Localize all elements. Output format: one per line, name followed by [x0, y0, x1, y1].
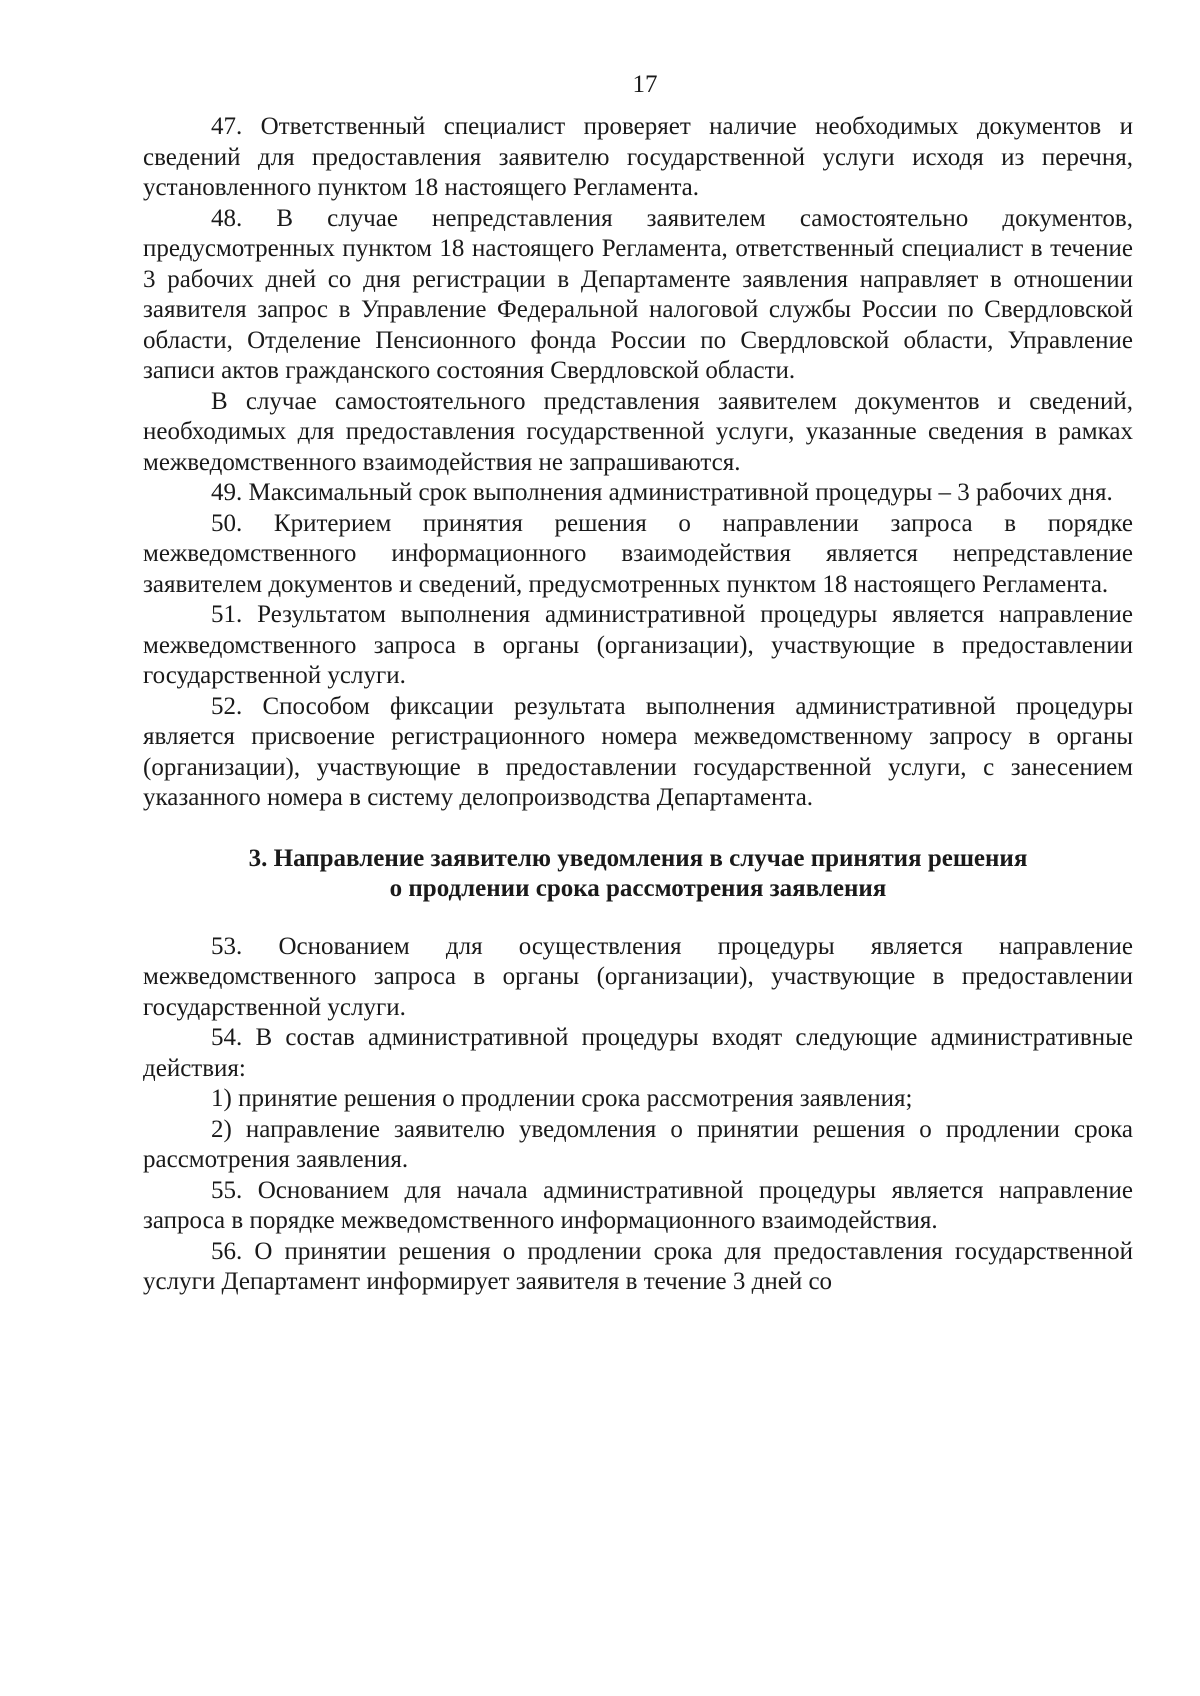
paragraph-48: 48. В случае непредставления заявителем самостоятельно документов, предусмотренных пунктом 18 настоящего Регламента, ответственный специалист в течение 3 рабочих дней со дня регистрации в Департаменте заявления направляет в отношении заявителя запрос в Управление Федеральной налоговой службы России по Свердловской области, Отделение Пенсионного фонда России по Свердловской области, Управление записи актов гражданского состояния Свердловской области.	[143, 204, 1133, 384]
paragraph-48-continued: В случае самостоятельного представления заявителем документов и сведений, необходимых для предоставления государственной услуги, указанные сведения в рамках межведомственного взаимодействия не запрашиваются.	[143, 387, 1133, 476]
list-item-1: 1) принятие решения о продлении срока рассмотрения заявления;	[211, 1085, 913, 1112]
paragraph-47: 47. Ответственный специалист проверяет наличие необходимых документов и сведений для предоставления заявителю государственной услуги исходя из перечня, установленного пунктом 18 настоящего Регламента.	[143, 113, 1133, 201]
paragraph-49: 49. Максимальный срок выполнения административной процедуры – 3 рабочих дня.	[211, 479, 1113, 506]
section-heading-line-1: 3. Направление заявителю уведомления в случае принятия решения	[248, 844, 1028, 872]
list-item-2: 2) направление заявителю уведомления о принятии решения о продлении срока рассмотрения заявления.	[143, 1115, 1133, 1173]
paragraph-54: 54. В состав административной процедуры входят следующие административные действия:	[143, 1024, 1133, 1082]
section-heading	[143, 844, 1133, 904]
page-number: 17	[632, 71, 658, 98]
paragraph-53: 53. Основанием для осуществления процедуры является направление межведомственного запроса в органы (организации), участвующие в предоставлении государственной услуги.	[143, 932, 1133, 1021]
paragraph-55: 55. Основанием для начала административной процедуры является направление запроса в порядке межведомственного информационного взаимодействия.	[143, 1176, 1133, 1234]
section-heading-line-2: о продлении срока рассмотрения заявления	[389, 874, 887, 902]
paragraph-50: 50. Критерием принятия решения о направлении запроса в порядке межведомственного информационного взаимодействия является непредставление заявителем документов и сведений, предусмотренных пунктом 18 настоящего Регламента.	[143, 509, 1133, 598]
paragraph-51: 51. Результатом выполнения административной процедуры является направление межведомственного запроса в органы (организации), участвующие в предоставлении государственной услуги.	[143, 601, 1133, 689]
paragraph-56: 56. О принятии решения о продлении срока для предоставления государственной услуги Департамент информирует заявителя в течение 3 дней со	[143, 1237, 1133, 1295]
paragraph-52: 52. Способом фиксации результата выполнения административной процедуры является присвоение регистрационного номера межведомственному запросу в органы (организации), участвующие в предоставлении государственной услуги, с занесением указанного номера в систему делопроизводства Департамента.	[143, 692, 1133, 811]
document-body	[143, 112, 1133, 1298]
